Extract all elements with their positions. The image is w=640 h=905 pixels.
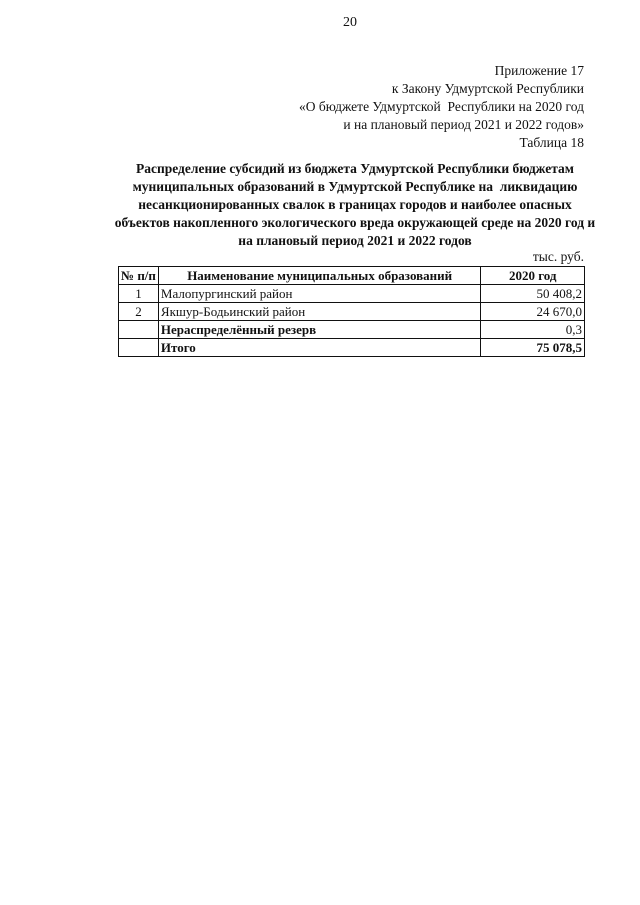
appendix-header bbox=[299, 62, 584, 152]
table-row bbox=[119, 321, 585, 339]
title-line: муниципальных образований в Удмуртской Республике на ликвидацию bbox=[132, 179, 578, 194]
row-value: 24 670,0 bbox=[481, 303, 585, 321]
table-total-row bbox=[119, 339, 585, 357]
row-name: Нераспределённый резерв bbox=[158, 321, 481, 339]
row-name: Якшур-Бодьинский район bbox=[158, 303, 481, 321]
row-num: 1 bbox=[119, 285, 159, 303]
title-line: на плановый период 2021 и 2022 годов bbox=[238, 233, 472, 248]
page-number: 20 bbox=[343, 15, 357, 30]
unit-label: тыс. руб. bbox=[532, 249, 584, 264]
total-value: 75 078,5 bbox=[481, 339, 585, 357]
header-num: № п/п bbox=[119, 267, 159, 285]
appendix-line: «О бюджете Удмуртской Республики на 2020 год bbox=[299, 99, 584, 114]
table-label: Таблица 18 bbox=[519, 135, 584, 150]
row-value: 0,3 bbox=[481, 321, 585, 339]
row-num: 2 bbox=[119, 303, 159, 321]
appendix-line: к Закону Удмуртской Республики bbox=[391, 81, 584, 96]
table-row bbox=[119, 303, 585, 321]
table-header-row bbox=[119, 267, 585, 285]
title-line: Распределение субсидий из бюджета Удмуртской Республики бюджетам bbox=[135, 161, 575, 176]
appendix-line: и на плановый период 2021 и 2022 годов» bbox=[343, 117, 584, 132]
row-name: Малопургинский район bbox=[158, 285, 481, 303]
row-num bbox=[119, 321, 159, 339]
table-row bbox=[119, 285, 585, 303]
document-title bbox=[110, 160, 600, 250]
title-line: объектов накопленного экологического вреда окружающей среде на 2020 год и bbox=[114, 215, 596, 230]
row-num bbox=[119, 339, 159, 357]
subsidy-table bbox=[118, 266, 585, 357]
header-year: 2020 год bbox=[481, 267, 585, 285]
title-line: несанкционированных свалок в границах городов и наиболее опасных bbox=[138, 197, 572, 212]
row-value: 50 408,2 bbox=[481, 285, 585, 303]
total-label: Итого bbox=[158, 339, 481, 357]
header-name: Наименование муниципальных образований bbox=[158, 267, 481, 285]
appendix-line: Приложение 17 bbox=[494, 63, 584, 78]
